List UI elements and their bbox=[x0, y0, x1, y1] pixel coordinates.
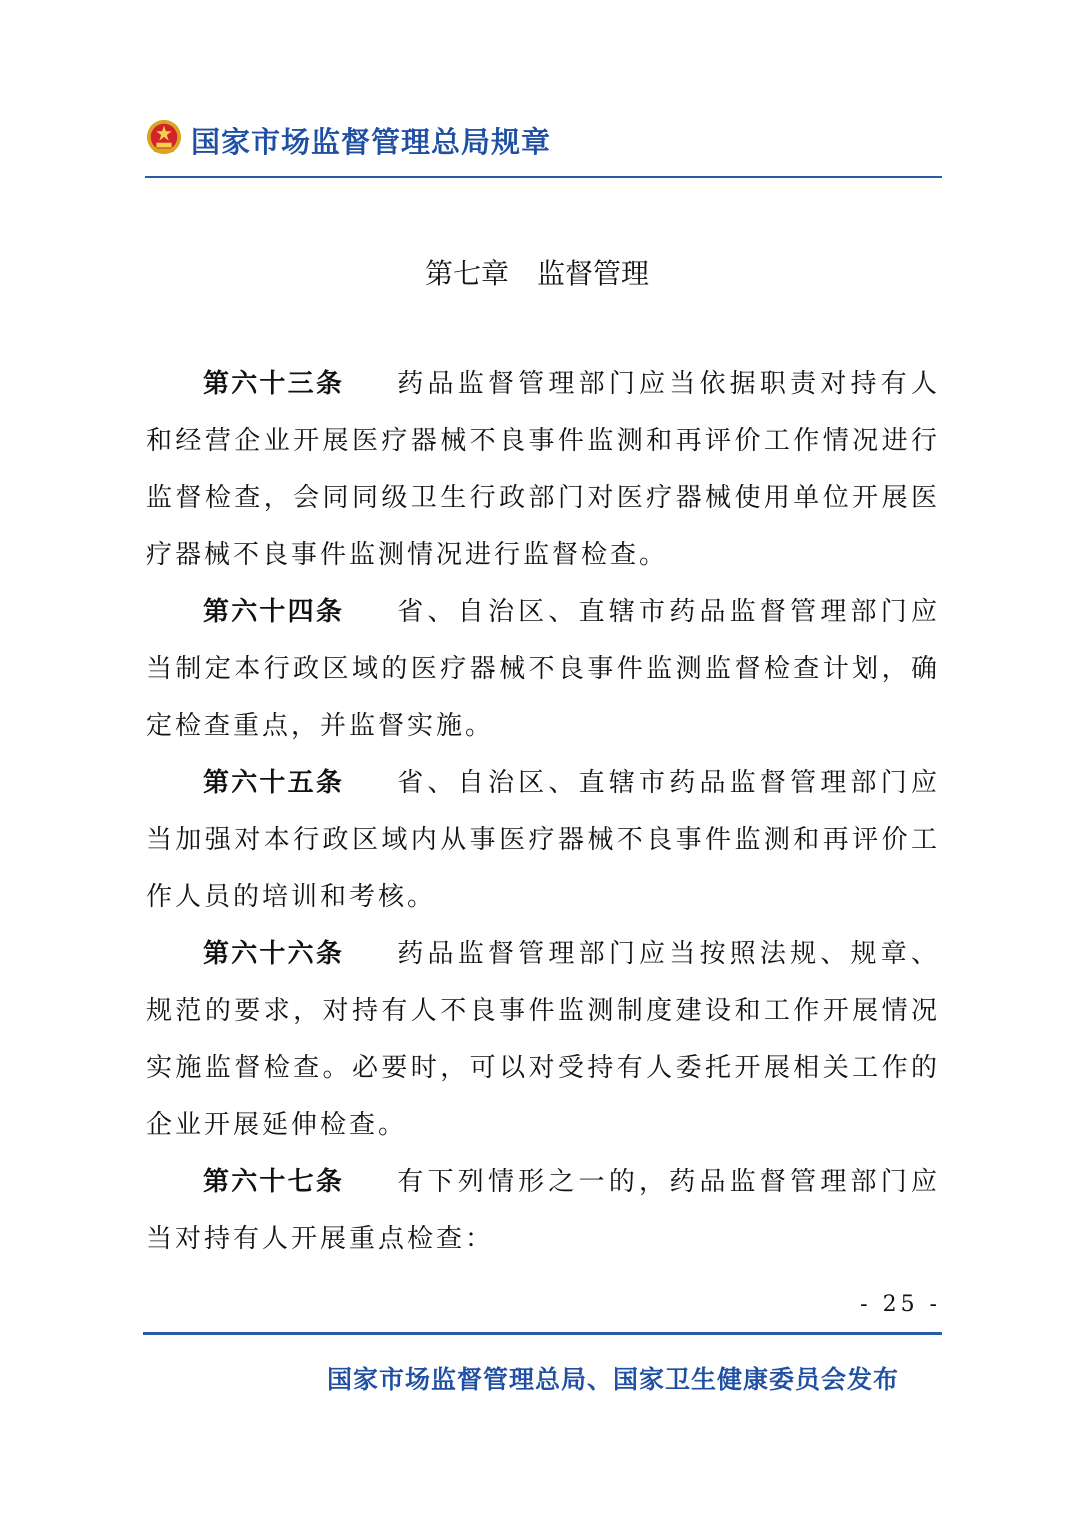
article-text: 有下列情形之一的，药品监督管理部门应当对持有人开展重点检查： bbox=[146, 1167, 940, 1254]
chapter-heading bbox=[0, 252, 1074, 292]
article-label: 第六十三条 bbox=[203, 369, 345, 399]
article-label: 第六十五条 bbox=[203, 768, 345, 798]
national-emblem-icon bbox=[145, 118, 183, 156]
article-text: 药品监督管理部门应当按照法规、规章、规范的要求，对持有人不良事件监测制度建设和工作开展情况实施监督检查。必要时，可以对受持有人委托开展相关工作的企业开展延伸检查。 bbox=[146, 939, 940, 1140]
article-66 bbox=[146, 926, 940, 1154]
article-text: 药品监督管理部门应当依据职责对持有人和经营企业开展医疗器械不良事件监测和再评价工作情况进行监督检查，会同同级卫生行政部门对医疗器械使用单位开展医疗器械不良事件监测情况进行监督检查。 bbox=[146, 369, 940, 570]
header-divider bbox=[145, 176, 942, 178]
footer-publisher: 国家市场监督管理总局、国家卫生健康委员会发布 bbox=[326, 1365, 899, 1394]
page-number: - 25 - bbox=[860, 1292, 941, 1317]
chapter-title: 监督管理 bbox=[537, 257, 650, 290]
article-label: 第六十四条 bbox=[203, 597, 345, 627]
article-text: 省、自治区、直辖市药品监督管理部门应当加强对本行政区域内从事医疗器械不良事件监测和再评价工作人员的培训和考核。 bbox=[146, 768, 940, 912]
header-title: 国家市场监督管理总局规章 bbox=[191, 125, 552, 159]
article-67 bbox=[146, 1154, 940, 1268]
article-label: 第六十七条 bbox=[203, 1167, 345, 1197]
footer-divider bbox=[143, 1332, 942, 1335]
article-label: 第六十六条 bbox=[203, 939, 345, 969]
article-65 bbox=[146, 755, 940, 926]
page-header bbox=[145, 112, 942, 178]
article-text: 省、自治区、直辖市药品监督管理部门应当制定本行政区域的医疗器械不良事件监测监督检查计划，确定检查重点，并监督实施。 bbox=[146, 597, 940, 741]
chapter-number: 第七章 bbox=[424, 257, 509, 290]
article-63 bbox=[146, 356, 940, 584]
article-body bbox=[146, 356, 940, 1268]
article-64 bbox=[146, 584, 940, 755]
